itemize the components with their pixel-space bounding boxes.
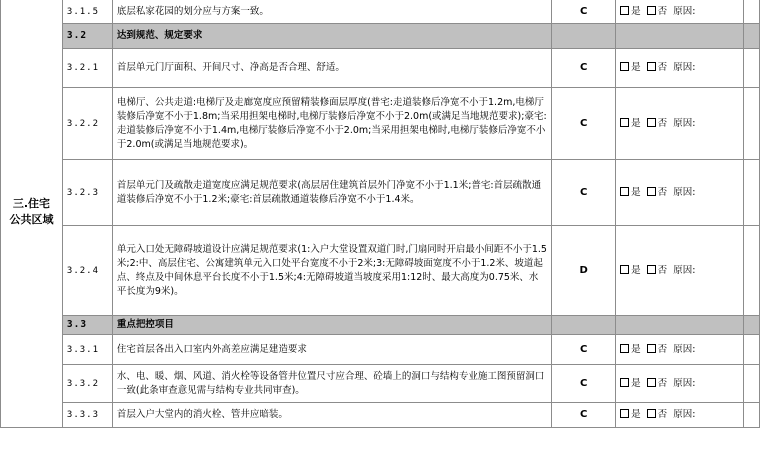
table-row <box>1 403 760 428</box>
grade-cell: D <box>552 226 616 316</box>
item-description: 首层入户大堂内的消火栓、管井应暗装。 <box>112 403 551 428</box>
check-cell <box>616 316 744 335</box>
item-number: 3.3 <box>62 316 112 335</box>
extra-cell <box>744 365 760 403</box>
yes-checkbox[interactable] <box>620 62 629 71</box>
no-label: 否 <box>657 264 668 276</box>
item-number: 3.3.1 <box>62 335 112 365</box>
table-row <box>1 335 760 365</box>
no-checkbox[interactable] <box>647 62 656 71</box>
no-label: 否 <box>657 409 668 420</box>
grade-cell: C <box>552 335 616 365</box>
item-description: 电梯厅、公共走道:电梯厅及走廊宽度应预留精装修面层厚度(普宅:走道装修后净宽不小于1.2m,电梯厅装修后净宽不小于1.8m;当采用担架电梯时,电梯厅装修后净宽不小于2.0m(或满足当地规范要求);豪宅:走道装修后净宽不小于1.4m,电梯厅装修后净宽不小于2.0m;当采用担架电梯时,电梯厅装修后净宽不小于2.0m(或满足当地规范要求)。 <box>112 88 551 160</box>
section-title-line1: 三.住宅 <box>12 196 51 210</box>
no-label: 否 <box>657 62 668 73</box>
reason-label: 原因: <box>673 186 696 198</box>
item-number: 3.2.4 <box>62 226 112 316</box>
yes-label: 是 <box>631 117 641 129</box>
reason-label: 原因: <box>673 377 696 389</box>
item-number: 3.2.2 <box>62 88 112 160</box>
check-cell <box>616 24 744 49</box>
extra-cell <box>744 0 760 24</box>
extra-cell <box>744 88 760 160</box>
section-header-row <box>1 316 760 335</box>
table-row <box>1 0 760 24</box>
check-cell <box>616 365 744 403</box>
item-description: 首层单元门厅面积、开间尺寸、净高是否合理、舒适。 <box>112 49 551 88</box>
grade-cell: C <box>552 0 616 24</box>
no-label: 否 <box>657 5 668 17</box>
item-number: 3.2 <box>62 24 112 49</box>
yes-label: 是 <box>631 343 641 355</box>
check-cell <box>616 88 744 160</box>
table-row <box>1 226 760 316</box>
item-description: 底层私家花园的划分应与方案一致。 <box>112 0 551 24</box>
grade-cell: C <box>552 160 616 226</box>
yes-checkbox[interactable] <box>620 409 629 418</box>
item-description: 住宅首层各出入口室内外高差应满足建造要求 <box>112 335 551 365</box>
yes-label: 是 <box>631 377 641 389</box>
check-cell <box>616 0 744 24</box>
yes-checkbox[interactable] <box>620 344 629 353</box>
no-checkbox[interactable] <box>647 378 656 387</box>
grade-cell: C <box>552 49 616 88</box>
table-row <box>1 49 760 88</box>
check-cell <box>616 335 744 365</box>
no-checkbox[interactable] <box>647 265 656 274</box>
check-cell <box>616 226 744 316</box>
no-checkbox[interactable] <box>647 187 656 196</box>
item-number: 3.3.3 <box>62 403 112 428</box>
extra-cell <box>744 335 760 365</box>
reason-label: 原因: <box>673 409 696 420</box>
item-description: 单元入口处无障碍坡道设计应满足规范要求(1:入户大堂设置双道门时,门扇同时开启最小间距不小于1.5米;2:中、高层住宅、公寓建筑单元入口处平台宽度不小于2米;3:无障碍坡面宽度不小于1.2米、坡道起点、终点及中间休息平台长度不小于1.5米;4:无障碍坡道当坡度采用1:12时、最大高度为0.75米、水平长度为9米)。 <box>112 226 551 316</box>
table-row <box>1 365 760 403</box>
item-number: 3.1.5 <box>62 0 112 24</box>
item-number: 3.2.1 <box>62 49 112 88</box>
no-label: 否 <box>657 343 668 355</box>
yes-label: 是 <box>631 62 641 73</box>
grade-cell: C <box>552 365 616 403</box>
item-number: 3.2.3 <box>62 160 112 226</box>
grade-cell: C <box>552 88 616 160</box>
item-description: 达到规范、规定要求 <box>112 24 551 49</box>
table-row <box>1 88 760 160</box>
yes-label: 是 <box>631 264 641 276</box>
yes-label: 是 <box>631 186 641 198</box>
extra-cell <box>744 403 760 428</box>
extra-cell <box>744 226 760 316</box>
item-description: 水、电、暖、烟、风道、消火栓等设备管井位置尺寸应合理、砼墙上的洞口与结构专业施工图预留洞口一致(此条审查意见需与结构专业共同审查)。 <box>112 365 551 403</box>
yes-checkbox[interactable] <box>620 187 629 196</box>
no-checkbox[interactable] <box>647 344 656 353</box>
no-label: 否 <box>657 377 668 389</box>
yes-checkbox[interactable] <box>620 265 629 274</box>
yes-checkbox[interactable] <box>620 118 629 127</box>
check-cell <box>616 49 744 88</box>
grade-cell <box>552 316 616 335</box>
grade-cell: C <box>552 403 616 428</box>
extra-cell <box>744 316 760 335</box>
yes-label: 是 <box>631 5 641 17</box>
reason-label: 原因: <box>673 343 696 355</box>
yes-checkbox[interactable] <box>620 6 629 15</box>
yes-checkbox[interactable] <box>620 378 629 387</box>
reason-label: 原因: <box>673 5 696 17</box>
extra-cell <box>744 160 760 226</box>
no-checkbox[interactable] <box>647 6 656 15</box>
extra-cell <box>744 24 760 49</box>
no-label: 否 <box>657 117 668 129</box>
reason-label: 原因: <box>673 264 696 276</box>
extra-cell <box>744 49 760 88</box>
no-checkbox[interactable] <box>647 118 656 127</box>
yes-label: 是 <box>631 409 641 420</box>
grade-cell <box>552 24 616 49</box>
no-label: 否 <box>657 186 668 198</box>
no-checkbox[interactable] <box>647 409 656 418</box>
section-title-line2: 公共区域 <box>9 212 54 226</box>
item-number: 3.3.2 <box>62 365 112 403</box>
item-description: 首层单元门及疏散走道宽度应满足规范要求(高层居住建筑首层外门净宽不小于1.1米;普宅:首层疏散通道装修后净宽不小于1.2米;豪宅:首层疏散通道装修后净宽不小于1.4米。 <box>112 160 551 226</box>
check-cell <box>616 403 744 428</box>
reason-label: 原因: <box>673 117 696 129</box>
item-description: 重点把控项目 <box>112 316 551 335</box>
reason-label: 原因: <box>673 62 696 73</box>
table-row <box>1 160 760 226</box>
section-header-row <box>1 24 760 49</box>
section-title-cell <box>1 0 63 428</box>
check-cell <box>616 160 744 226</box>
